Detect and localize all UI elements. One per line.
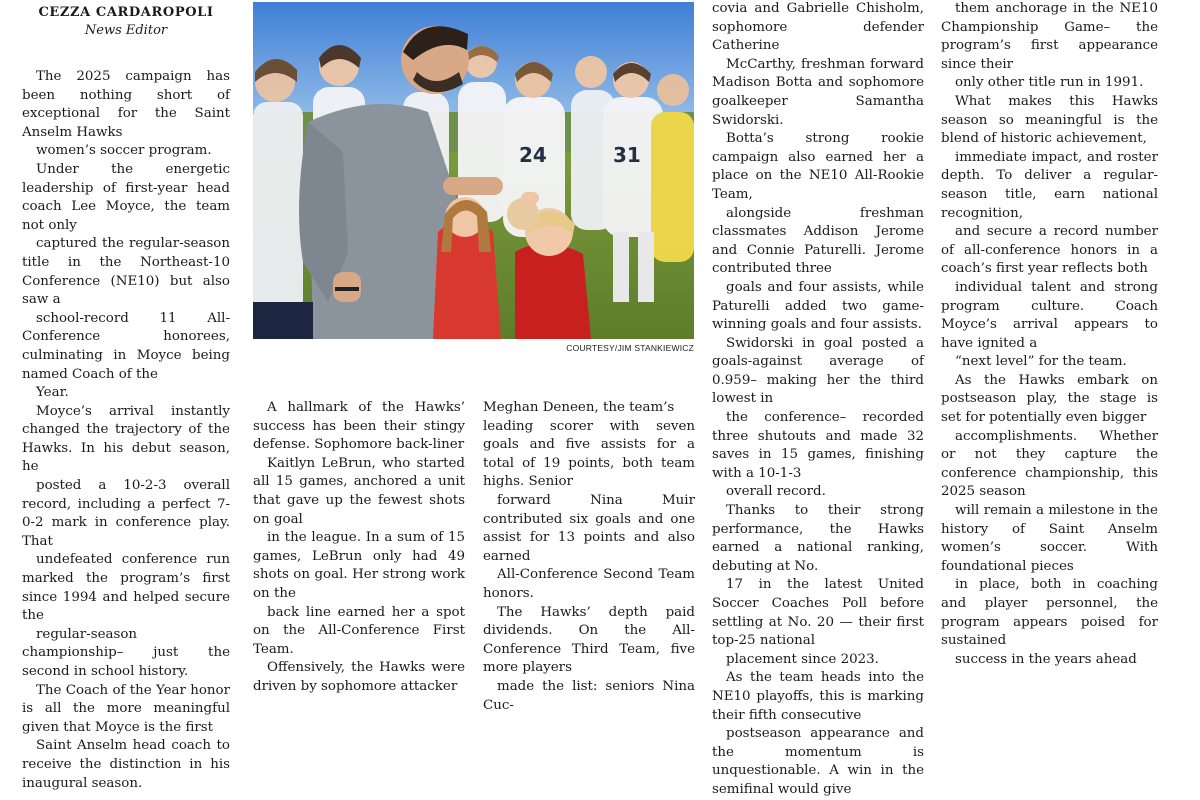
paragraph: regular-season championship– just the second in school history. [22,626,230,679]
paragraph: and secure a record number of all-conference honors in a coach’s first year reflects both [941,224,1158,277]
author-name: CEZZA CARDAROPOLI [38,5,214,20]
paragraph: only other title run in 1991. [955,75,1144,91]
paragraph: Swidorski in goal posted a goals-against average of 0.959– making her the third lowest in [712,335,924,407]
paragraph: captured the regular-season title in the Northeast-10 Conference (NE10) but also saw a [22,236,230,308]
paragraph: individual talent and strong program culture. Coach Moyce’s arrival appears to have ignited a [941,279,1158,351]
paragraph: alongside freshman classmates Addison Jerome and Connie Paturelli. Jerome contributed three [712,205,924,277]
paragraph: What makes this Hawks season so meaningful is the blend of historic achievement, [941,93,1158,147]
paragraph: school-record 11 All-Conference honorees, culminating in Moyce being named Coach of the [22,310,230,382]
paragraph: immediate impact, and roster depth. To deliver a regular-season title, earn national recognition, [941,149,1158,221]
paragraph: back line earned her a spot on the All-Conference First Team. [253,604,465,657]
paragraph: the conference– recorded three shutouts and made 32 saves in 15 games, finishing with a 10-1-3 [712,410,924,481]
paragraph: Moyce’s arrival instantly changed the trajectory of the Hawks. In his debut season, he [22,403,230,475]
paragraph: covia and Gabrielle Chisholm, sophomore defender Catherine [712,1,924,54]
paragraph: leading scorer with seven goals and five assists for a total of 19 points, both team highs. Senior [483,418,695,490]
article-column-3 [483,399,695,715]
paragraph: Saint Anselm head coach to receive the distinction in his inaugural season. [22,738,230,791]
paragraph: The Hawks’ depth paid dividends. On the All-Conference Third Team, five more players [483,604,695,676]
paragraph: accomplishments. Whether or not they capture the conference championship, this 2025 season [941,428,1158,500]
paragraph: will remain a milestone in the history of Saint Anselm women’s soccer. With foundational pieces [941,503,1158,574]
paragraph: Botta’s strong rookie campaign also earned her a place on the NE10 All-Rookie Team, [712,131,924,202]
paragraph: Offensively, the Hawks were driven by sophomore attacker [253,660,465,694]
paragraph: in the league. In a sum of 15 games, LeBrun only had 49 shots on goal. Her strong work on the [253,530,465,601]
paragraph: As the team heads into the NE10 playoffs, this is marking their fifth consecutive [712,670,924,723]
article-column-1 [22,0,230,793]
jersey-number: 24 [519,143,547,167]
paragraph: As the Hawks embark on postseason play, the stage is set for potentially even bigger [941,372,1158,426]
photo-credit: COURTESY/JIM STANKIEWICZ [566,343,694,353]
paragraph: Meghan Deneen, the team’s [483,400,675,415]
paragraph: in place, both in coaching and player personnel, the program appears poised for sustained [941,577,1158,649]
team-huddle-illustration [253,2,694,339]
paragraph: McCarthy, freshman forward Madison Botta and sophomore goalkeeper Samantha Swidorski. [712,56,924,128]
paragraph: placement since 2023. [726,651,879,667]
paragraph: them anchorage in the NE10 Championship Game– the program’s first appearance since their [941,1,1158,72]
paragraph: “next level” for the team. [955,354,1127,370]
paragraph: goals and four assists, while Paturelli added two game-winning goals and four assists. [712,279,924,333]
paragraph: undefeated conference run marked the program’s first since 1994 and helped secure the [22,552,230,624]
jersey-number: 31 [613,143,641,167]
paragraph: Kaitlyn LeBrun, who started all 15 games, anchored a unit that gave up the fewest shots on goal [253,455,465,527]
paragraph: All-Conference Second Team honors. [483,567,695,601]
paragraph: The 2025 campaign has been nothing short of exceptional for the Saint Anselm Hawks [22,69,230,140]
paragraph: made the list: seniors Nina Cuc- [483,678,695,713]
team-huddle-photo [253,2,694,339]
paragraph: A hallmark of the Hawks’ success has been their stingy defense. Sophomore back-liner [253,400,465,453]
paragraph: 17 in the latest United Soccer Coaches Poll before settling at No. 20 — their first top-25 national [712,577,924,649]
paragraph: overall record. [726,484,826,500]
paragraph: Year. [36,385,69,401]
paragraph: forward Nina Muir contributed six goals and one assist for 13 points and also earned [483,492,695,564]
article-column-4 [712,0,924,800]
paragraph: Under the energetic leadership of first-year head coach Lee Moyce, the team not only [22,161,230,233]
paragraph: posted a 10-2-3 overall record, including a perfect 7-0-2 mark in conference play. That [22,478,230,549]
article-column-5 [941,0,1158,669]
author-role: News Editor [84,23,168,38]
article-column-2 [253,399,465,697]
paragraph: women’s soccer program. [36,143,212,159]
paragraph: postseason appearance and the momentum is unquestionable. A win in the semifinal would give [712,726,924,797]
paragraph: success in the years ahead [955,651,1137,667]
paragraph: Thanks to their strong performance, the Hawks earned a national ranking, debuting at No. [712,503,924,574]
paragraph: The Coach of the Year honor is all the more meaningful given that Moyce is the first [22,682,230,735]
